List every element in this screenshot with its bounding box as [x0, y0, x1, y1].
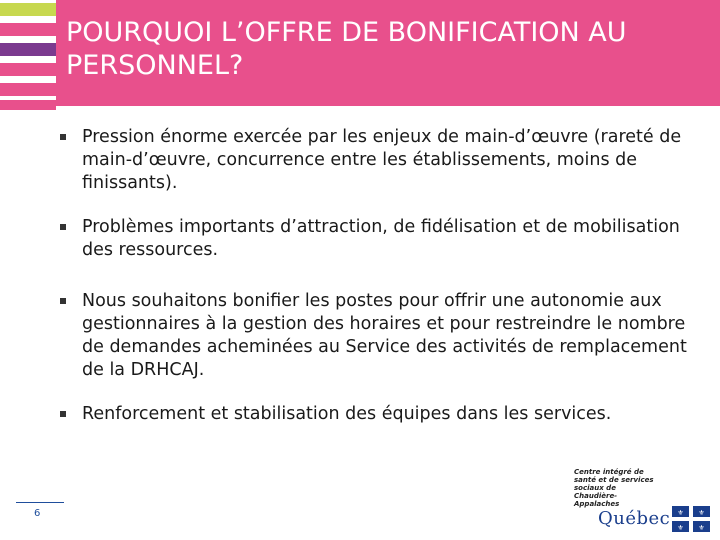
- svg-text:⚜: ⚜: [677, 509, 684, 517]
- organization-name: Centre intégré de santé et de services sociaux de Chaudière-Appalaches: [574, 468, 654, 508]
- bullet-text: Problèmes importants d’attraction, de fidélisation et de mobilisation des ressources.: [82, 217, 680, 260]
- bullet-text: Pression énorme exercée par les enjeux de main-d’œuvre (rareté de main-d’œuvre, concurrence entre les établissements, moins de finissants).: [82, 127, 682, 193]
- quebec-flag-icon: [672, 506, 710, 532]
- pink-strip: [0, 63, 56, 76]
- square-bullet-icon: [60, 411, 66, 417]
- green-strip: [0, 3, 56, 16]
- title-band: [56, 0, 720, 106]
- bullet-item: [60, 290, 700, 382]
- page-number: 6: [34, 508, 41, 519]
- svg-text:⚜: ⚜: [698, 509, 705, 517]
- bullet-text: Renforcement et stabilisation des équipes dans les services.: [82, 404, 612, 424]
- color-strips: [0, 0, 56, 110]
- square-bullet-icon: [60, 224, 66, 230]
- bullet-item: [60, 403, 700, 426]
- svg-text:⚜: ⚜: [677, 524, 684, 532]
- square-bullet-icon: [60, 134, 66, 140]
- slide-title: POURQUOI L’OFFRE DE BONIFICATION AU PERSONNEL?: [66, 17, 627, 81]
- quebec-logo: [598, 506, 710, 532]
- bullet-text: Nous souhaitons bonifier les postes pour offrir une autonomie aux gestionnaires à la gestion des horaires et pour restreindre le nombre de demandes acheminées au Service des activités de remplacement de la DRHCAJ.: [82, 291, 687, 380]
- pink-strip: [0, 23, 56, 36]
- pink-strip: [0, 100, 56, 110]
- svg-text:⚜: ⚜: [698, 524, 705, 532]
- bullet-item: [60, 126, 700, 195]
- bullet-item: [60, 216, 700, 262]
- bullet-list: [60, 126, 700, 426]
- purple-strip: [0, 43, 56, 56]
- quebec-wordmark: Québec: [598, 508, 671, 529]
- square-bullet-icon: [60, 298, 66, 304]
- pink-strip: [0, 83, 56, 96]
- page-number-rule: [16, 502, 64, 503]
